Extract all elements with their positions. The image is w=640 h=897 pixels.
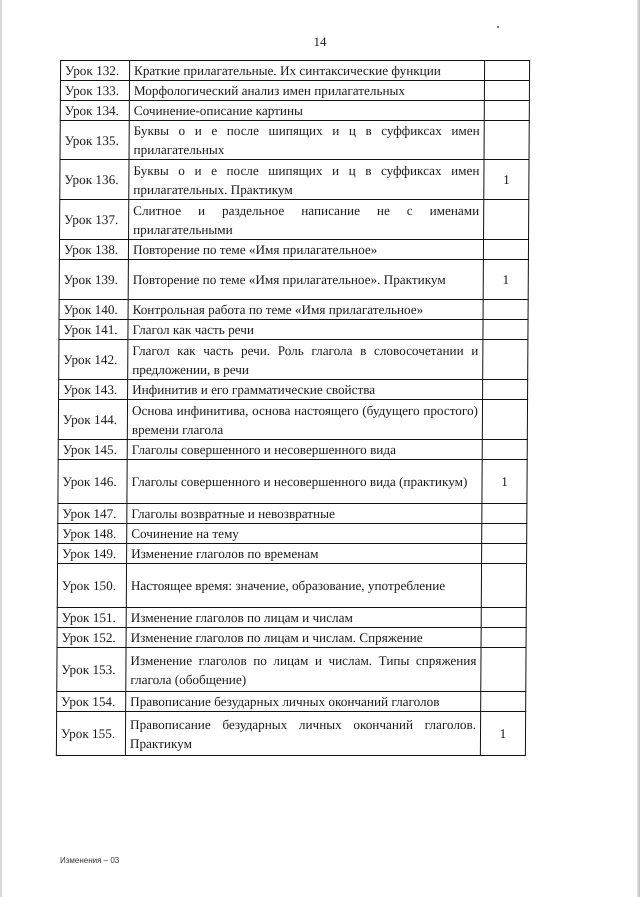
table-row [60,200,529,240]
lesson-number-cell: Урок 138. [59,240,128,260]
lesson-topic-cell: Изменение глаголов по лицам и числам [126,608,481,628]
lesson-number-cell: Урок 134. [60,101,129,121]
lesson-topic-cell: Сочинение-описание картины [129,101,484,121]
lesson-hours-cell [482,524,527,544]
lesson-hours-cell [482,400,527,440]
table-row [57,608,526,628]
lesson-topic-cell: Основа инфинитива, основа настоящего (будущего простого) времени глагола [127,400,482,440]
table-row [60,160,529,200]
lesson-hours-cell [484,121,529,160]
table-row [61,61,530,81]
table-row [60,121,529,160]
lesson-topic-cell: Буквы о и е после шипящих и ц в суффиксах имен прилагательных [129,121,484,160]
lesson-number-cell: Урок 153. [57,648,126,692]
lesson-hours-cell [482,440,527,460]
table-row [60,101,529,121]
lesson-hours-cell [483,380,528,400]
lesson-hours-cell [482,504,527,524]
lesson-number-cell: Урок 132. [61,61,130,81]
lesson-topic-cell: Инфинитив и его грамматические свойства [128,380,483,400]
table-row [58,544,527,564]
page-number: 14 [313,34,327,49]
lesson-hours-cell [482,544,527,564]
table-row [58,504,527,524]
lesson-hours-cell: 1 [482,460,527,504]
lesson-topic-cell: Глаголы совершенного и несовершенного вида (практикум) [127,460,482,504]
lesson-hours-cell [483,240,528,260]
lesson-topic-cell: Контрольная работа по теме «Имя прилагательное» [128,300,483,320]
lesson-plan-table [56,60,530,756]
lesson-number-cell: Урок 133. [60,81,129,101]
lesson-number-cell: Урок 135. [60,121,129,160]
lesson-number-cell: Урок 152. [57,628,126,648]
lesson-number-cell: Урок 143. [59,380,128,400]
table-row [57,564,526,608]
lesson-hours-cell: 1 [484,160,529,200]
lesson-number-cell: Урок 151. [57,608,126,628]
lesson-topic-cell: Повторение по теме «Имя прилагательное». Практикум [128,260,483,300]
lesson-number-cell: Урок 146. [58,460,127,504]
table-row [56,712,525,756]
lesson-number-cell: Урок 145. [58,440,127,460]
table-row [58,440,527,460]
lesson-topic-cell: Изменение глаголов по временам [127,544,482,564]
lesson-hours-cell: 1 [480,712,525,756]
lesson-number-cell: Урок 136. [60,160,129,200]
lesson-plan-rows [56,61,529,756]
lesson-topic-cell: Изменение глаголов по лицам и числам. Типы спряжения глагола (обобщение) [126,648,481,692]
lesson-topic-cell: Глагол как часть речи [128,320,483,340]
lesson-number-cell: Урок 149. [58,544,127,564]
scan-speck [497,26,499,28]
lesson-topic-cell: Глагол как часть речи. Роль глагола в словосочетании и предложении, в речи [128,340,483,380]
lesson-hours-cell [483,340,528,380]
table-row [59,320,528,340]
lesson-hours-cell [481,692,526,712]
table-row [58,524,527,544]
lesson-topic-cell: Правописание безударных личных окончаний глаголов. Практикум [125,712,480,756]
table-row [60,81,529,101]
lesson-topic-cell: Слитное и раздельное написание не с именами прилагательными [129,200,484,240]
table-row [58,460,527,504]
table-row [58,400,527,440]
lesson-number-cell: Урок 137. [60,200,129,240]
lesson-topic-cell: Глаголы возвратные и невозвратные [127,504,482,524]
lesson-hours-cell [481,564,526,608]
lesson-number-cell: Урок 147. [58,504,127,524]
lesson-topic-cell: Сочинение на тему [127,524,482,544]
lesson-hours-cell [481,628,526,648]
lesson-topic-cell: Правописание безударных личных окончаний глаголов [126,692,481,712]
lesson-number-cell: Урок 141. [59,320,128,340]
table-row [59,300,528,320]
lesson-hours-cell [484,81,529,101]
table-row [57,628,526,648]
lesson-topic-cell: Буквы о и е после шипящих и ц в суффиксах имен прилагательных. Практикум [129,160,484,200]
scan-edge-left [0,0,2,897]
lesson-hours-cell: 1 [483,260,528,300]
lesson-number-cell: Урок 154. [57,692,126,712]
table-row [59,380,528,400]
lesson-hours-cell [481,608,526,628]
lesson-hours-cell [483,300,528,320]
lesson-number-cell: Урок 144. [58,400,127,440]
lesson-number-cell: Урок 150. [57,564,126,608]
lesson-hours-cell [484,101,529,121]
lesson-number-cell: Урок 139. [59,260,128,300]
table-row [59,260,528,300]
lesson-hours-cell [484,200,529,240]
table-row [59,340,528,380]
lesson-number-cell: Урок 140. [59,300,128,320]
lesson-number-cell: Урок 148. [58,524,127,544]
lesson-number-cell: Урок 155. [56,712,125,756]
lesson-hours-cell [483,320,528,340]
lesson-topic-cell: Морфологический анализ имен прилагательных [129,81,484,101]
lesson-topic-cell: Повторение по теме «Имя прилагательное» [128,240,483,260]
lesson-hours-cell [485,61,530,81]
footer-revision-note: Изменения – 03 [60,856,120,865]
lesson-topic-cell: Краткие прилагательные. Их синтаксические функции [130,61,485,81]
lesson-topic-cell: Настоящее время: значение, образование, употребление [126,564,481,608]
lesson-number-cell: Урок 142. [59,340,128,380]
table-row [57,692,526,712]
table-row [59,240,528,260]
lesson-topic-cell: Глаголы совершенного и несовершенного вида [127,440,482,460]
table-row [57,648,526,692]
lesson-topic-cell: Изменение глаголов по лицам и числам. Спряжение [126,628,481,648]
lesson-hours-cell [481,648,526,692]
